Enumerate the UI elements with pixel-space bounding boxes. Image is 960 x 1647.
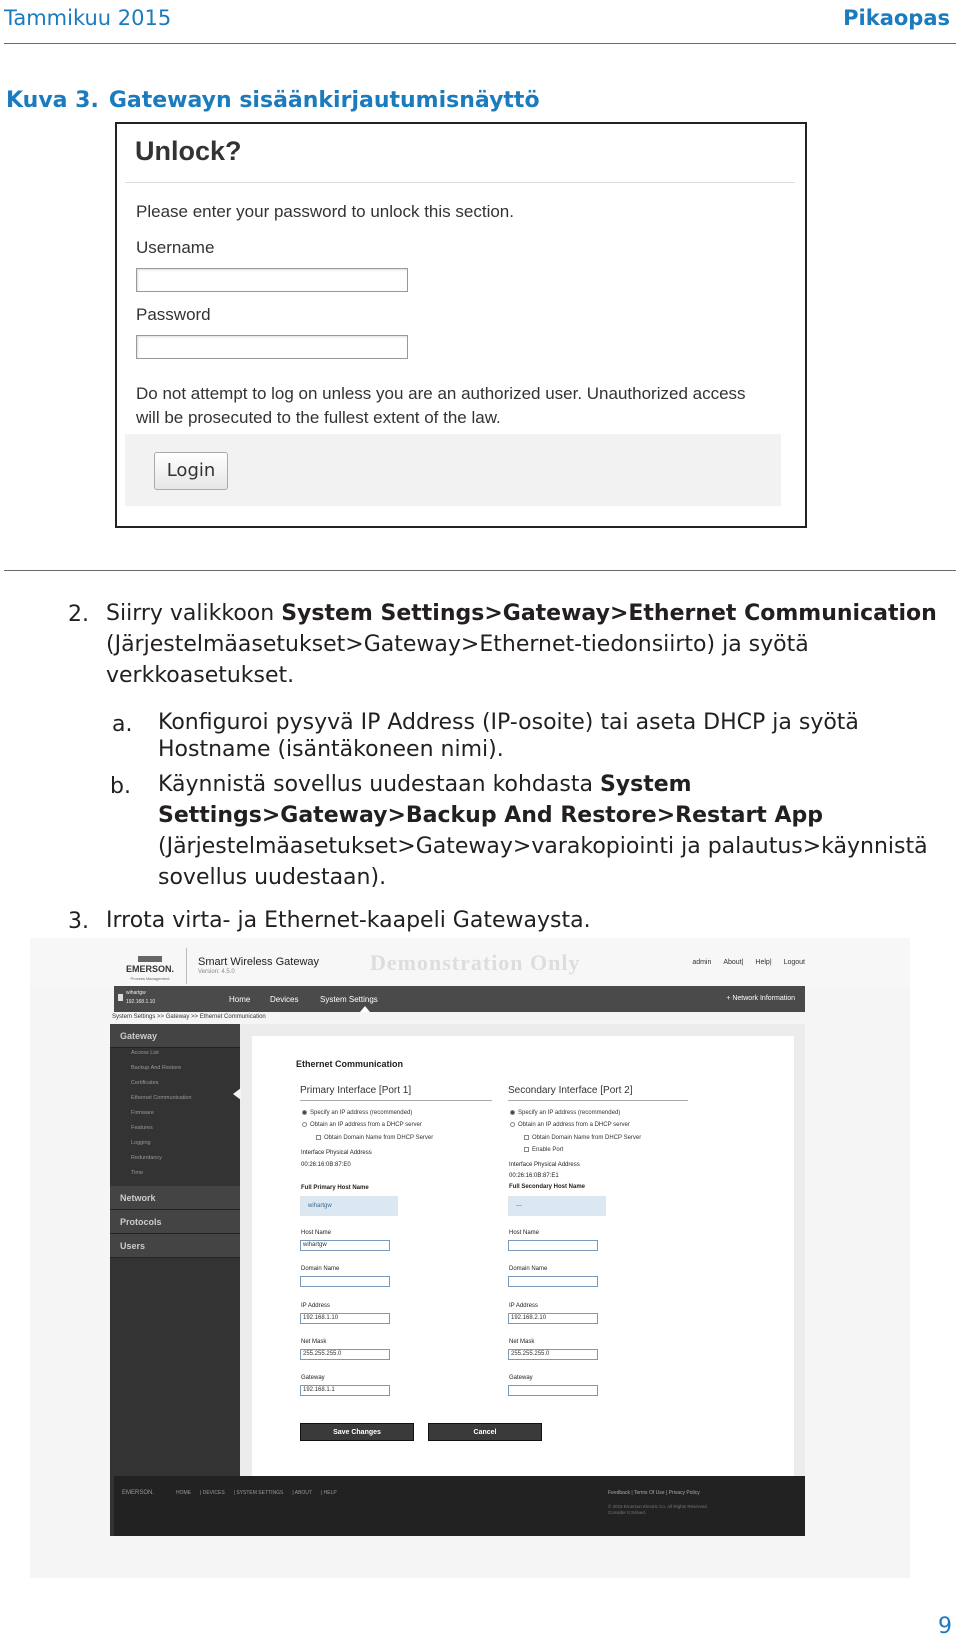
secondary-ip-input[interactable]: 192.168.2.10 (508, 1313, 598, 1324)
sidebar-users[interactable]: Users (110, 1234, 240, 1258)
username-label: Username (136, 238, 215, 257)
secondary-domain-dhcp-label: Obtain Domain Name from DHCP Server (532, 1135, 642, 1142)
gateway-top-links: admin About| Help| Logout (692, 959, 805, 966)
nav-devices[interactable]: Devices (270, 995, 299, 1004)
secondary-interface-title: Secondary Interface [Port 2] (508, 1085, 633, 1096)
secondary-domain-input[interactable] (508, 1276, 598, 1287)
figure-title: Gatewayn sisäänkirjautumisnäyttö (108, 88, 540, 113)
gateway-device-icon (118, 994, 123, 1001)
footer-link-home[interactable]: HOME (176, 1490, 191, 1496)
cancel-button[interactable]: Cancel (428, 1423, 542, 1441)
step-2-line-2: (Järjestelmäasetukset>Gateway>Ethernet-tiedonsiirto) ja syötä (106, 632, 809, 657)
sidebar-item-time[interactable]: Time (131, 1170, 144, 1176)
secondary-domain-label: Domain Name (509, 1266, 548, 1272)
ethernet-panel (252, 1036, 794, 1490)
save-changes-button[interactable]: Save Changes (300, 1423, 414, 1441)
footer-copyright (608, 1504, 708, 1516)
primary-domain-input[interactable] (300, 1276, 390, 1287)
nav-home[interactable]: Home (229, 995, 251, 1004)
step-2-text: Siirry valikkoon (106, 601, 282, 626)
primary-mac-label: Interface Physical Address (301, 1150, 372, 1156)
footer-link-devices[interactable]: DEVICES (202, 1490, 225, 1496)
help-link[interactable]: Help (755, 959, 770, 966)
sidebar-item-backup[interactable]: Backup And Restore (131, 1065, 182, 1071)
logout-link[interactable]: Logout (783, 959, 805, 966)
unlock-prompt: Please enter your password to unlock this section. (136, 202, 514, 221)
step-2-number: 2. (68, 602, 89, 627)
step-b-letter: b. (110, 774, 131, 799)
footer-copyright-line-2: Consider It Solved. (608, 1510, 647, 1515)
unlock-title: Unlock? (135, 136, 242, 166)
primary-host-name-input[interactable]: wihartgw (300, 1240, 390, 1251)
step-2-menu-path: System Settings>Gateway>Ethernet Communication (281, 601, 937, 626)
emerson-logo-text: EMERSON. (125, 964, 174, 974)
primary-ip-input[interactable]: 192.168.1.10 (300, 1313, 390, 1324)
sidebar-item-redundancy[interactable]: Redundancy (131, 1155, 162, 1161)
primary-mac-value: 00:26:16:0B:87:E0 (301, 1162, 351, 1168)
gateway-nav-bar (114, 986, 805, 1012)
gateway-screenshot (30, 938, 910, 1578)
gateway-host-info (126, 989, 155, 1007)
primary-host-name-label: Host Name (301, 1230, 332, 1236)
gateway-version: Version: 4.5.0 (198, 969, 235, 975)
secondary-full-host-label: Full Secondary Host Name (509, 1184, 586, 1190)
primary-ip-label: IP Address (301, 1303, 330, 1309)
password-input[interactable] (136, 335, 408, 359)
sidebar-item-logging[interactable]: Logging (131, 1140, 151, 1146)
secondary-mac-label: Interface Physical Address (509, 1162, 580, 1168)
secondary-full-host-value: --- (508, 1196, 606, 1216)
nav-active-caret-icon (360, 1006, 370, 1012)
primary-domain-dhcp-checkbox[interactable] (316, 1135, 433, 1141)
primary-specify-ip-label: Specify an IP address (recommended) (310, 1110, 413, 1117)
primary-domain-dhcp-label: Obtain Domain Name from DHCP Server (324, 1135, 434, 1142)
unlock-warning-line-2: will be prosecuted to the fullest extent of the law. (136, 408, 501, 427)
footer-right-links[interactable]: Feedback | Terms Of Use | Privacy Policy (608, 1490, 700, 1496)
figure-caption (6, 88, 550, 113)
sidebar-protocols[interactable]: Protocols (110, 1210, 240, 1234)
admin-link[interactable]: admin (692, 959, 712, 966)
secondary-gateway-input[interactable] (508, 1385, 598, 1396)
secondary-mask-label: Net Mask (509, 1339, 535, 1345)
primary-gateway-label: Gateway (301, 1375, 325, 1381)
breadcrumb: System Settings >> Gateway >> Ethernet Communication (112, 1014, 266, 1020)
footer-logo: EMERSON. (122, 1490, 155, 1496)
unlock-warning-line-1: Do not attempt to log on unless you are an authorized user. Unauthorized access (136, 384, 746, 403)
sidebar-gateway[interactable]: Gateway (110, 1024, 240, 1048)
nav-system-settings[interactable]: System Settings (320, 995, 378, 1004)
footer-link-help[interactable]: HELP (323, 1490, 337, 1496)
section-divider (4, 570, 956, 571)
secondary-specify-ip-label: Specify an IP address (recommended) (518, 1110, 621, 1117)
step-b-text: Käynnistä sovellus uudestaan kohdasta (158, 772, 600, 797)
secondary-dhcp-label: Obtain an IP address from a DHCP server (518, 1122, 630, 1129)
panel-title: Ethernet Communication (296, 1059, 404, 1069)
secondary-title-divider (508, 1100, 688, 1101)
figure-number: Kuva 3. (6, 88, 99, 113)
primary-full-host-label: Full Primary Host Name (301, 1185, 369, 1191)
primary-dhcp-radio[interactable] (302, 1122, 422, 1128)
secondary-specify-ip-radio[interactable] (510, 1110, 620, 1116)
header-divider (4, 43, 956, 44)
sidebar-item-firmware[interactable]: Firmware (131, 1110, 154, 1116)
primary-title-divider (300, 1100, 492, 1101)
primary-interface-title: Primary Interface [Port 1] (300, 1085, 412, 1096)
primary-gateway-input[interactable]: 192.168.1.1 (300, 1385, 390, 1396)
sidebar-network[interactable]: Network (110, 1186, 240, 1210)
step-b-line-4: sovellus uudestaan). (158, 865, 387, 890)
header-doc-type: Pikaopas (843, 6, 950, 30)
primary-full-host-value: wihartgw (300, 1196, 398, 1216)
emerson-logo-sub: Process Management (130, 976, 170, 981)
step-a-line-1: Konfiguroi pysyvä IP Address (IP-osoite) tai aseta DHCP ja syötä (158, 710, 859, 735)
emerson-logo (120, 956, 180, 984)
secondary-host-name-label: Host Name (509, 1230, 540, 1236)
page-number: 9 (938, 1614, 952, 1639)
primary-domain-label: Domain Name (301, 1266, 340, 1272)
step-b-menu-start: System (599, 772, 692, 797)
username-input[interactable] (136, 268, 408, 292)
secondary-domain-dhcp-checkbox[interactable] (524, 1135, 641, 1141)
step-b-line-3: (Järjestelmäasetukset>Gateway>varakopiointi ja palautus>käynnistä (158, 834, 928, 859)
secondary-mask-input[interactable]: 255.255.255.0 (508, 1349, 598, 1360)
footer-nav: HOME | DEVICES | SYSTEM SETTINGS | ABOUT | HELP (176, 1490, 337, 1496)
primary-specify-ip-radio[interactable] (302, 1110, 412, 1116)
secondary-mac-value: 00:26:16:0B:87:E1 (509, 1173, 559, 1179)
step-a-line-2: Hostname (isäntäkoneen nimi). (158, 737, 504, 762)
primary-dhcp-label: Obtain an IP address from a DHCP server (310, 1122, 422, 1129)
enable-port-checkbox[interactable] (524, 1147, 563, 1153)
unlock-title-divider (125, 182, 795, 183)
footer-copyright-line-1: © 2015 Emerson Electric Co. All Rights Reserved. (608, 1504, 708, 1509)
sidebar-item-ethernet[interactable]: Ethernet Communication (131, 1095, 192, 1101)
sidebar-item-certificates[interactable]: Certificates (131, 1080, 159, 1086)
secondary-ip-label: IP Address (509, 1303, 538, 1309)
about-link[interactable]: About (723, 959, 742, 966)
sidebar-item-access-list[interactable]: Access List (131, 1050, 159, 1056)
password-label: Password (136, 305, 211, 324)
step-2-line-1 (106, 598, 937, 629)
demo-watermark: Demonstration Only (370, 950, 581, 975)
primary-mask-label: Net Mask (301, 1339, 327, 1345)
step-2-line-3: verkkoasetukset. (106, 663, 295, 688)
footer-link-system-settings[interactable]: SYSTEM SETTINGS (236, 1490, 284, 1496)
gateway-app-title: Smart Wireless Gateway (198, 956, 320, 968)
step-3-text: Irrota virta- ja Ethernet-kaapeli Gatewaysta. (106, 908, 591, 933)
secondary-gateway-label: Gateway (509, 1375, 533, 1381)
step-b-line-2: Settings>Gateway>Backup And Restore>Restart App (158, 803, 823, 828)
nav-host-name: wihartgw (126, 990, 146, 996)
primary-mask-input[interactable]: 255.255.255.0 (300, 1349, 390, 1360)
sidebar-item-features[interactable]: Features (131, 1125, 153, 1131)
sidebar-selected-arrow-icon (233, 1088, 241, 1100)
enable-port-label: Enable Port (532, 1147, 564, 1154)
step-a-letter: a. (112, 712, 133, 737)
network-information-link[interactable]: + Network Information (726, 995, 795, 1002)
secondary-host-name-input[interactable] (508, 1240, 598, 1251)
step-3-number: 3. (68, 909, 89, 934)
footer-link-about[interactable]: ABOUT (294, 1490, 312, 1496)
nav-host-ip: 192.168.1.10 (126, 999, 156, 1005)
step-b-line-1 (158, 769, 692, 800)
secondary-dhcp-radio[interactable] (510, 1122, 630, 1128)
header-date: Tammikuu 2015 (4, 6, 172, 30)
login-button[interactable]: Login (154, 452, 228, 490)
